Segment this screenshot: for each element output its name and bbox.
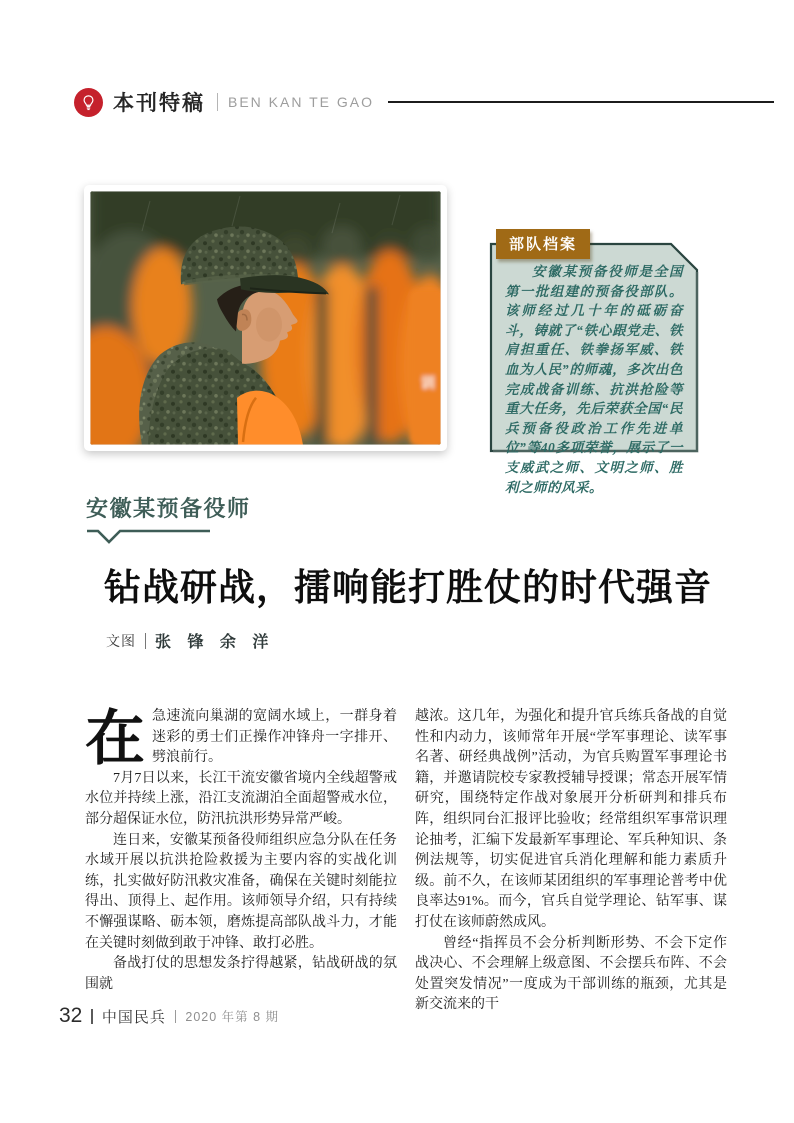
paragraph-5: 越浓。这几年，为强化和提升官兵练兵备战的自觉性和内动力，该师常年开展“学军事理论、读军事名著、研经典战例”活动，为官兵购置军事理论书籍，并邀请院校专家教授辅导授课；常态开展军情研究，围绕特定作战对象展开分析研判和排兵布阵，组织同台汇报评比验收；经常组织军事常识理论抽考，汇编下发最新军事理论、军兵种知识、条例法规等，切实促进官兵消化理解和能力素质升级。前不久，在该师某团组织的军事理论普考中优良率达91%。而今，官兵自觉学理论、钻军事、谋打仗在该师蔚然成风。 — [415, 709, 727, 930]
article-kicker: 安徽某预备役师 — [86, 496, 251, 521]
page-header — [74, 85, 774, 119]
drop-cap: 在 — [85, 706, 145, 772]
paragraph-6: 曾经“指挥员不会分析判断形势、不会下定作战决心、不会理解上级意图、不会摆兵布阵、不会处置突发情况”一度成为干部训练的瓶颈，尤其是新交流来的干 — [415, 935, 727, 1013]
right-column — [415, 707, 727, 1016]
byline-authors: 张 锋 余 洋 — [155, 634, 272, 651]
title-block — [86, 492, 746, 652]
footer-divider — [91, 1009, 93, 1024]
header-divider — [217, 93, 218, 111]
article-photo — [84, 185, 447, 451]
byline — [106, 629, 746, 652]
page-footer — [59, 1004, 279, 1028]
section-title-pinyin: BEN KAN TE GAO — [228, 94, 374, 110]
article-title: 钻战研战，擂响能打胜仗的时代强音 — [104, 567, 712, 608]
issue-info: 2020 年第 8 期 — [185, 1010, 280, 1024]
archive-body-text: 安徽某预备役师是全国第一批组建的预备役部队。该师经过几十年的砥砺奋斗，铸就了“铁心跟党走、铁肩担重任、铁拳扬军威、铁血为人民”的师魂，多次出色完成战备训练、抗洪抢险等重大任务，先后荣获全国“民兵预备役政治工作先进单位”等40多项荣誉，展示了一支威武之师、文明之师、胜利之师的风采。 — [505, 264, 683, 495]
section-title-cn: 本刊特稿 — [113, 92, 205, 115]
kicker-underline — [86, 529, 212, 545]
byline-divider — [145, 633, 146, 649]
magazine-name: 中国民兵 — [101, 1008, 166, 1026]
byline-label: 文图 — [106, 634, 136, 650]
page-number: 32 — [59, 1004, 83, 1027]
unit-archive-box — [489, 242, 699, 495]
paragraph-3: 连日来，安徽某预备役师组织应急分队在任务水域开展以抗洪抢险救援为主要内容的实战化训练，扎实做好防汛救灾准备，确保在关键时刻能拉得出、顶得上、起作用。该师领导介绍，只有持续不懈强谋略、砺本领，磨炼提高部队战斗力，才能在关键时刻做到敢于冲锋、敢打必胜。 — [85, 832, 397, 951]
header-rule — [388, 101, 774, 103]
vest-character: 训 — [421, 374, 436, 391]
paragraph-2: 7月7日以来，长江干流安徽省境内全线超警戒水位并持续上涨，沿江支流湖泊全面超警戒水位，部分超保证水位，防汛抗洪形势异常严峻。 — [85, 770, 397, 827]
article-body — [85, 707, 727, 1016]
footer-divider-2 — [175, 1010, 177, 1023]
archive-label: 部队档案 — [496, 229, 590, 259]
left-column — [85, 707, 397, 1016]
soldiers-photo-illustration — [90, 191, 441, 445]
lightbulb-icon — [74, 88, 103, 117]
paragraph-4: 备战打仗的思想发条拧得越紧，钻战研战的氛围就 — [85, 956, 397, 992]
paragraph-1: 在急速流向巢湖的宽阔水域上，一群身着迷彩的勇士们正操作冲锋舟一字排开、劈浪前行。 — [85, 706, 397, 772]
